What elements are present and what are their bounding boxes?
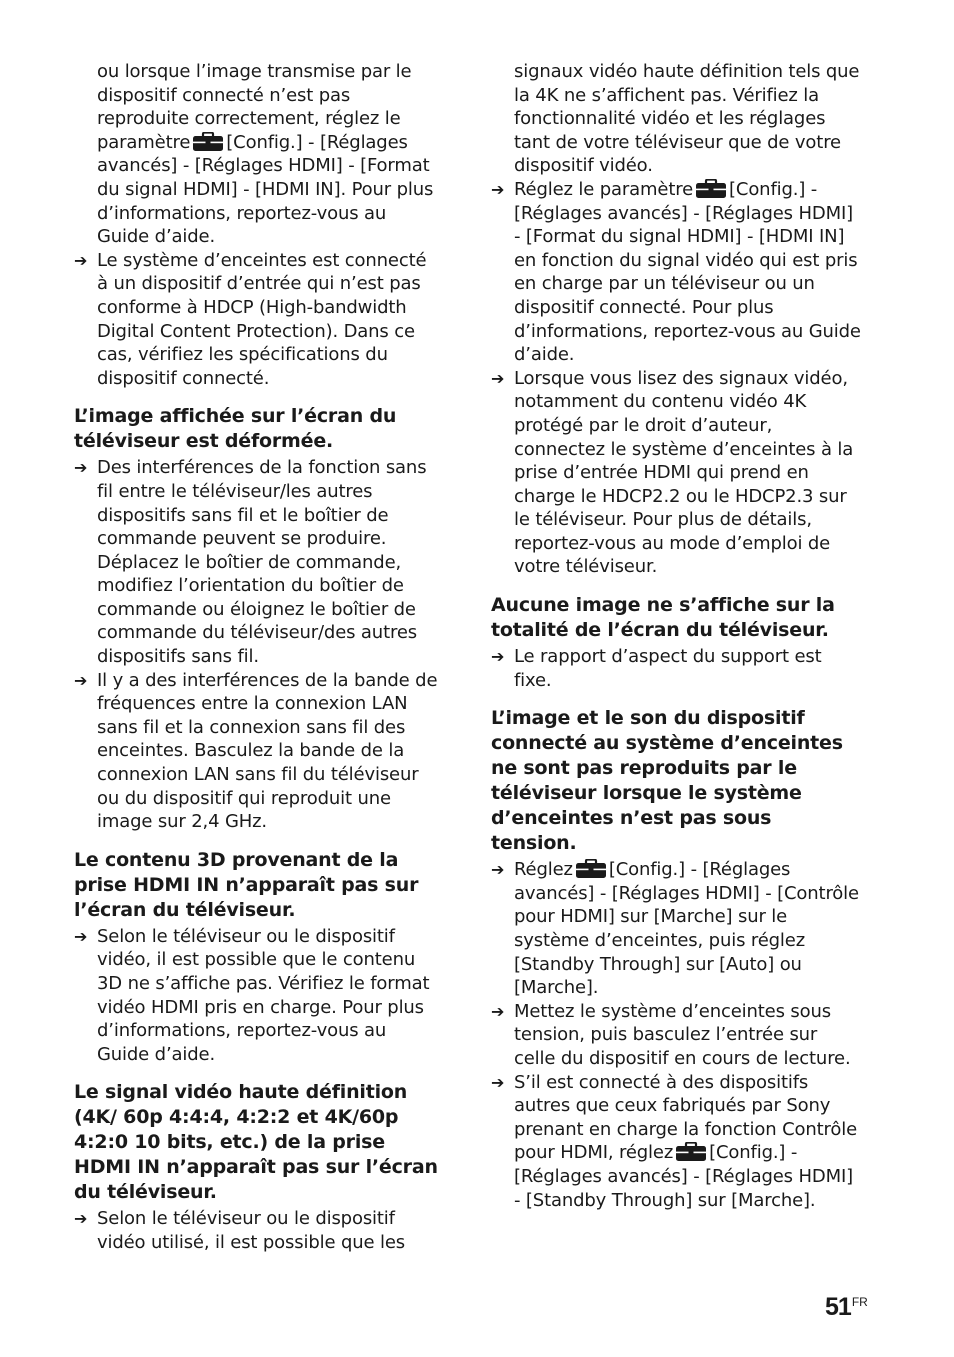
- arrow-right-icon: ➔: [74, 458, 88, 478]
- list-item: ➔ Des interférences de la fonction sans fil entre le téléviseur/les autres dispositifs sans fil et le boîtier de commande peuvent se produire. Déplacez le boîtier de commande, modifiez l’orientation du boîtier de commande ou éloignez le boîtier de commande du téléviseur/des autres dispositifs sans fil.: [74, 457, 427, 668]
- toolbox-icon: [676, 1142, 706, 1161]
- list-item: ➔ Selon le téléviseur ou le dispositif vidéo utilisé, il est possible que les: [74, 1208, 406, 1253]
- language-code: FR: [851, 1295, 868, 1309]
- list-item: ➔ Il y a des interférences de la bande de fréquences entre la connexion LAN sans fil et la connexion sans fil des enceintes. Basculez la bande de la connexion LAN sans fil du téléviseur ou du dispositif qui reproduit une image sur 2,4 GHz.: [74, 669, 438, 833]
- list-item: ➔ Lorsque vous lisez des signaux vidéo, notamment du contenu vidéo 4K protégé par le droit d’auteur, connectez le système d’enceintes à la prise d’entrée HDMI qui prend en charge le HDCP2.2 ou le HDCP2.3 sur le téléviseur. Pour plus de détails, reportez-vous au mode d’emploi de votre téléviseur.: [491, 367, 854, 578]
- right-column: [491, 60, 861, 1212]
- arrow-right-icon: ➔: [491, 1001, 505, 1021]
- list-item: ➔ S’il est connecté à des dispositifs autres que ceux fabriqués par Sony prenant en charge la fonction Contrôle pour HDMI, réglez [Config.] - [Réglages avancés] - [Réglages HDMI] - [Standby Through] sur [Marche].: [491, 1071, 858, 1211]
- toolbox-icon: [576, 859, 606, 878]
- continued-paragraph: signaux vidéo haute définition tels que la 4K ne s’affichent pas. Vérifiez la fonctionnalité vidéo et les réglages tant de votre téléviseur que de votre dispositif vidéo.: [514, 61, 860, 177]
- arrow-right-icon: ➔: [74, 250, 88, 270]
- page-number-value: 51: [825, 1293, 851, 1321]
- arrow-right-icon: ➔: [491, 647, 505, 667]
- arrow-right-icon: ➔: [491, 1072, 505, 1092]
- page-number: [825, 1293, 868, 1322]
- list-item: ➔ Selon le téléviseur ou le dispositif vidéo, il est possible que le contenu 3D ne s’affiche pas. Vérifiez le format vidéo HDMI pris en charge. Pour plus d’informations, reportez-vous au Guide d’aide.: [74, 925, 430, 1065]
- arrow-right-icon: ➔: [74, 670, 88, 690]
- section-heading: L’image affichée sur l’écran du téléviseur est déformée.: [74, 405, 397, 453]
- toolbox-icon: [696, 179, 726, 198]
- arrow-right-icon: ➔: [491, 179, 505, 199]
- continued-paragraph: ou lorsque l’image transmise par le dispositif connecté n’est pas reproduite correctement, réglez le paramètre [Config.] - [Réglages avancés] - [Réglages HDMI] - [Format du signal HDMI] - [HDMI IN]. Pour plus d’informations, reportez-vous au Guide d’aide.: [97, 61, 434, 248]
- list-item: ➔ Mettez le système d’enceintes sous tension, puis basculez l’entrée sur celle du dispositif en cours de lecture.: [491, 1000, 851, 1069]
- section-heading: L’image et le son du dispositif connecté au système d’enceintes ne sont pas reproduits par le téléviseur lorsque le système d’enceintes n’est pas sous tension.: [491, 707, 843, 855]
- arrow-right-icon: ➔: [491, 860, 505, 880]
- toolbox-icon: [193, 132, 223, 151]
- section-heading: Le signal vidéo haute définition (4K/ 60p 4:4:4, 4:2:2 et 4K/60p 4:2:0 10 bits, etc.) de la prise HDMI IN n’apparaît pas sur l’écran du téléviseur.: [74, 1081, 438, 1204]
- left-column: [74, 60, 442, 1255]
- list-item: ➔ Réglez le paramètre [Config.] - [Réglages avancés] - [Réglages HDMI] - [Format du signal HDMI] - [HDMI IN] en fonction du signal vidéo qui est pris en charge par un téléviseur ou un dispositif connecté. Pour plus d’informations, reportez-vous au Guide d’aide.: [491, 178, 861, 366]
- section-heading: Le contenu 3D provenant de la prise HDMI IN n’apparaît pas sur l’écran du téléviseur.: [74, 848, 419, 921]
- arrow-right-icon: ➔: [74, 1209, 88, 1229]
- list-item: ➔ Le système d’enceintes est connecté à un dispositif d’entrée qui n’est pas conforme à HDCP (High-bandwidth Digital Content Protection). Dans ce cas, vérifiez les spécifications du dispositif connecté.: [74, 249, 427, 389]
- arrow-right-icon: ➔: [491, 368, 505, 388]
- section-heading: Aucune image ne s’affiche sur la totalité de l’écran du téléviseur.: [491, 594, 835, 642]
- list-item: ➔ Réglez [Config.] - [Réglages avancés] - [Réglages HDMI] - [Contrôle pour HDMI] sur [Marche] sur le système d’enceintes, puis réglez [Standby Through] sur [Auto] ou [Marche].: [491, 859, 859, 999]
- arrow-right-icon: ➔: [74, 926, 88, 946]
- list-item: ➔ Le rapport d’aspect du support est fixe.: [491, 646, 822, 691]
